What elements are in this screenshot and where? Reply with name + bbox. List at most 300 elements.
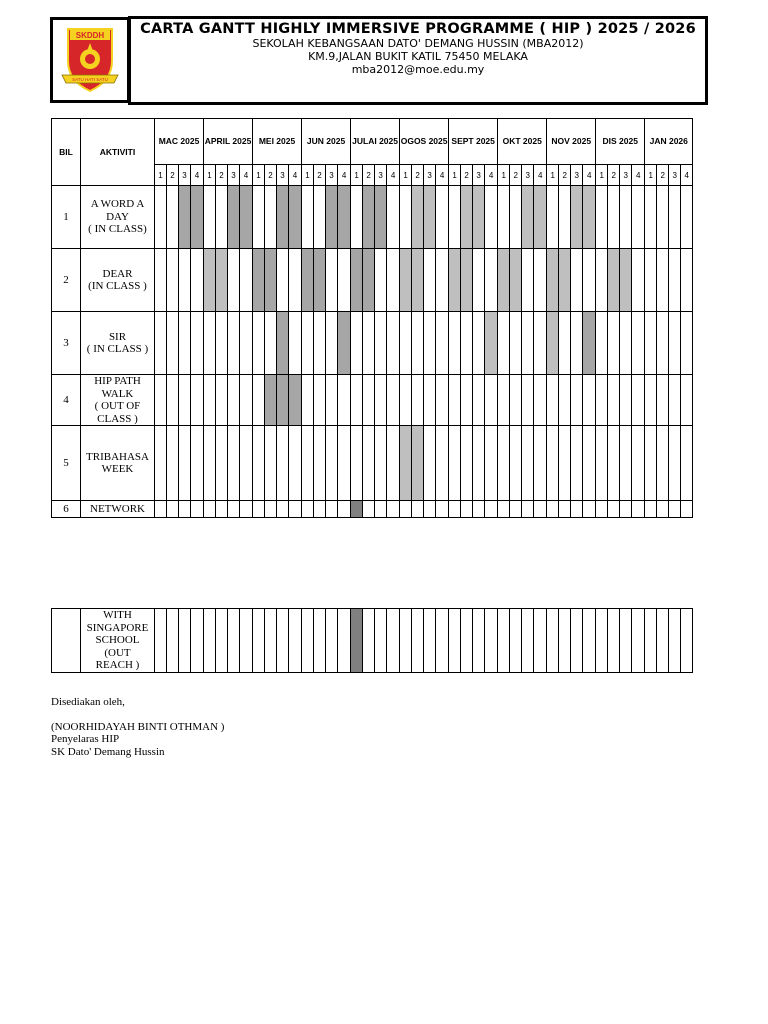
gantt-cell [412, 501, 424, 518]
gantt-cell [583, 375, 596, 426]
gantt-cell-active [277, 186, 289, 249]
gantt-cell [681, 186, 693, 249]
gantt-cell [596, 312, 608, 375]
gantt-cell [436, 501, 449, 518]
gantt-cell [669, 312, 681, 375]
month-header-row [52, 119, 693, 165]
gantt-cell [338, 501, 351, 518]
gantt-cell [534, 249, 547, 312]
gantt-cell [326, 312, 338, 375]
gantt-cell [253, 186, 265, 249]
gantt-cell [179, 501, 191, 518]
week-number: 2 [510, 165, 522, 186]
gantt-cell [302, 312, 314, 375]
week-number: 3 [571, 165, 583, 186]
gantt-cell [559, 609, 571, 673]
coordinator-name: (NOORHIDAYAH BINTI OTHMAN ) [51, 720, 225, 733]
gantt-cell [534, 426, 547, 501]
gantt-cell [436, 426, 449, 501]
gantt-cell-active [289, 375, 302, 426]
gantt-cell [277, 609, 289, 673]
gantt-cell [547, 609, 559, 673]
month-header: JULAI 2025 [351, 119, 400, 165]
gantt-cell [681, 426, 693, 501]
gantt-cell [657, 186, 669, 249]
activity-name: NETWORK [81, 501, 155, 518]
gantt-cell [387, 426, 400, 501]
gantt-cell [387, 249, 400, 312]
gantt-cell [632, 501, 645, 518]
gantt-cell [645, 609, 657, 673]
gantt-cell [375, 249, 387, 312]
gantt-cell-active [289, 186, 302, 249]
gantt-cell-active [547, 249, 559, 312]
gantt-cell [461, 375, 473, 426]
gantt-cell [375, 312, 387, 375]
gantt-cell [571, 609, 583, 673]
week-number: 4 [191, 165, 204, 186]
gantt-cell [216, 186, 228, 249]
gantt-cell [485, 249, 498, 312]
gantt-cell [204, 609, 216, 673]
gantt-cell [412, 375, 424, 426]
gantt-cell [155, 501, 167, 518]
gantt-cell [191, 501, 204, 518]
gantt-cell [265, 609, 277, 673]
activity-name: TRIBAHASA WEEK [81, 426, 155, 501]
gantt-cell [608, 312, 620, 375]
gantt-cell [167, 375, 179, 426]
gantt-cell-active [559, 249, 571, 312]
gantt-cell [436, 186, 449, 249]
gantt-cell-active [277, 375, 289, 426]
week-number: 2 [363, 165, 375, 186]
gantt-cell [338, 609, 351, 673]
gantt-cell [167, 249, 179, 312]
gantt-cell [681, 609, 693, 673]
school-email: mba2012@moe.edu.my [351, 63, 485, 76]
gantt-cell [559, 426, 571, 501]
gantt-cell [351, 186, 363, 249]
gantt-cell-active [277, 312, 289, 375]
gantt-cell [277, 249, 289, 312]
gantt-cell [498, 312, 510, 375]
gantt-cell [265, 186, 277, 249]
gantt-cell [583, 609, 596, 673]
row-number: 4 [52, 375, 81, 426]
gantt-cell-active [547, 312, 559, 375]
gantt-cell [363, 426, 375, 501]
gantt-cell [583, 426, 596, 501]
gantt-cell [289, 609, 302, 673]
gantt-cell [485, 186, 498, 249]
gantt-cell [216, 609, 228, 673]
gantt-cell [485, 501, 498, 518]
gantt-cell [351, 375, 363, 426]
gantt-cell [632, 249, 645, 312]
gantt-cell [620, 186, 632, 249]
gantt-cell [253, 426, 265, 501]
gantt-cell [571, 249, 583, 312]
gantt-cell [375, 375, 387, 426]
gantt-cell-active [204, 249, 216, 312]
gantt-cell [424, 312, 436, 375]
gantt-cell-active [375, 186, 387, 249]
school-address: KM.9,JALAN BUKIT KATIL 75450 MELAKA [308, 50, 528, 63]
gantt-cell [645, 249, 657, 312]
gantt-cell [228, 426, 240, 501]
activity-header: AKTIVITI [81, 119, 155, 186]
gantt-cell [657, 501, 669, 518]
gantt-cell [167, 501, 179, 518]
gantt-cell [583, 249, 596, 312]
gantt-cell [228, 375, 240, 426]
gantt-cell-active [583, 312, 596, 375]
gantt-cell [351, 312, 363, 375]
week-number: 3 [277, 165, 289, 186]
week-number: 1 [498, 165, 510, 186]
gantt-cell [510, 501, 522, 518]
gantt-cell [620, 501, 632, 518]
gantt-cell [596, 186, 608, 249]
row-number [52, 609, 81, 673]
gantt-cell [314, 312, 326, 375]
gantt-cell [461, 426, 473, 501]
gantt-cell [547, 501, 559, 518]
gantt-cell [596, 249, 608, 312]
gantt-cell [289, 249, 302, 312]
gantt-cell [620, 375, 632, 426]
gantt-cell-active [400, 249, 412, 312]
week-number: 3 [375, 165, 387, 186]
table-row [52, 501, 693, 518]
gantt-cell-active [351, 609, 363, 673]
gantt-cell [608, 609, 620, 673]
gantt-cell [596, 609, 608, 673]
gantt-cell [387, 312, 400, 375]
gantt-cell [645, 312, 657, 375]
gantt-cell [473, 249, 485, 312]
logo-text: SKDDH [75, 31, 105, 40]
gantt-cell [155, 375, 167, 426]
gantt-cell [485, 609, 498, 673]
gantt-cell [191, 609, 204, 673]
week-number: 3 [669, 165, 681, 186]
row-number: 3 [52, 312, 81, 375]
table-row [52, 426, 693, 501]
gantt-cell-active [412, 186, 424, 249]
gantt-table [51, 118, 693, 518]
week-number: 3 [522, 165, 534, 186]
week-number: 3 [179, 165, 191, 186]
activity-name: SIR ( IN CLASS ) [81, 312, 155, 375]
gantt-cell [461, 312, 473, 375]
gantt-cell [302, 426, 314, 501]
gantt-cell [424, 249, 436, 312]
table-row [52, 609, 693, 673]
gantt-cell [559, 501, 571, 518]
gantt-cell-active [191, 186, 204, 249]
week-number: 3 [326, 165, 338, 186]
gantt-cell [436, 375, 449, 426]
coordinator-role: Penyelaras HIP [51, 733, 120, 745]
table-row [52, 186, 693, 249]
gantt-cell-active [485, 312, 498, 375]
gantt-cell [632, 426, 645, 501]
week-number: 3 [228, 165, 240, 186]
gantt-cell [510, 186, 522, 249]
week-number: 4 [534, 165, 547, 186]
gantt-cell [669, 501, 681, 518]
gantt-cell [669, 249, 681, 312]
gantt-cell [424, 501, 436, 518]
gantt-cell [498, 501, 510, 518]
gantt-cell [228, 609, 240, 673]
gantt-cell [449, 501, 461, 518]
month-header: MEI 2025 [253, 119, 302, 165]
gantt-cell [314, 501, 326, 518]
gantt-cell-active [302, 249, 314, 312]
gantt-cell [400, 609, 412, 673]
gantt-cell-active [412, 426, 424, 501]
gantt-cell [387, 375, 400, 426]
gantt-cell-active [363, 249, 375, 312]
week-number: 2 [412, 165, 424, 186]
gantt-cell [473, 501, 485, 518]
week-number: 1 [204, 165, 216, 186]
gantt-cell-active [314, 249, 326, 312]
gantt-cell [167, 426, 179, 501]
month-header: OKT 2025 [498, 119, 547, 165]
table-row [52, 249, 693, 312]
gantt-cell [510, 609, 522, 673]
gantt-cell [204, 501, 216, 518]
bil-header: BIL [52, 119, 81, 186]
week-number: 1 [400, 165, 412, 186]
gantt-cell [583, 501, 596, 518]
gantt-cell [571, 426, 583, 501]
gantt-cell [473, 609, 485, 673]
gantt-cell [608, 375, 620, 426]
week-number: 1 [596, 165, 608, 186]
gantt-cell-active [424, 186, 436, 249]
gantt-cell [326, 249, 338, 312]
gantt-cell [498, 375, 510, 426]
activity-name: HIP PATH WALK ( OUT OF CLASS ) [81, 375, 155, 426]
gantt-cell [228, 312, 240, 375]
gantt-cell [179, 426, 191, 501]
week-number: 2 [265, 165, 277, 186]
week-number: 2 [559, 165, 571, 186]
page-title: CARTA GANTT HIGHLY IMMERSIVE PROGRAMME ( HIP ) 2025 / 2026 [140, 21, 696, 37]
gantt-cell [498, 426, 510, 501]
gantt-cell [645, 426, 657, 501]
gantt-cell [632, 186, 645, 249]
gantt-cell-active [608, 249, 620, 312]
month-header: DIS 2025 [596, 119, 645, 165]
gantt-cell [338, 426, 351, 501]
week-number: 2 [167, 165, 179, 186]
gantt-cell [669, 426, 681, 501]
gantt-cell [534, 609, 547, 673]
gantt-cell [302, 609, 314, 673]
gantt-cell [179, 312, 191, 375]
gantt-cell [449, 312, 461, 375]
week-number: 4 [436, 165, 449, 186]
gantt-cell [155, 186, 167, 249]
gantt-cell-active [461, 186, 473, 249]
gantt-cell-active [412, 249, 424, 312]
gantt-cell [289, 426, 302, 501]
week-number: 4 [338, 165, 351, 186]
table-row [52, 375, 693, 426]
gantt-cell [216, 501, 228, 518]
gantt-cell [302, 375, 314, 426]
gantt-cell-active [473, 186, 485, 249]
gantt-cell [363, 609, 375, 673]
gantt-cell-active [400, 426, 412, 501]
gantt-cell [620, 312, 632, 375]
gantt-cell [253, 609, 265, 673]
week-number: 2 [608, 165, 620, 186]
gantt-cell-active [265, 249, 277, 312]
gantt-cell [253, 501, 265, 518]
gantt-cell [155, 249, 167, 312]
logo-motto: SATU HATI SATU [72, 77, 108, 82]
gantt-cell [559, 375, 571, 426]
gantt-continuation-table [51, 608, 693, 673]
gantt-cell [571, 375, 583, 426]
gantt-cell [473, 312, 485, 375]
week-number: 3 [424, 165, 436, 186]
school-crest-icon [56, 23, 124, 97]
gantt-cell [253, 375, 265, 426]
gantt-cell [277, 501, 289, 518]
gantt-cell [191, 312, 204, 375]
school-name: SEKOLAH KEBANGSAAN DATO' DEMANG HUSSIN (MBA2012) [252, 37, 584, 50]
row-number: 5 [52, 426, 81, 501]
week-number: 4 [387, 165, 400, 186]
gantt-cell-active [351, 501, 363, 518]
signature-block [51, 696, 224, 758]
gantt-cell [204, 375, 216, 426]
week-number: 2 [314, 165, 326, 186]
gantt-cell [596, 501, 608, 518]
gantt-cell [363, 312, 375, 375]
gantt-cell [338, 375, 351, 426]
gantt-cell [645, 186, 657, 249]
gantt-cell [522, 249, 534, 312]
gantt-cell [449, 609, 461, 673]
gantt-cell [534, 312, 547, 375]
gantt-cell [485, 426, 498, 501]
week-number: 1 [645, 165, 657, 186]
gantt-cell-active [338, 312, 351, 375]
gantt-cell [620, 426, 632, 501]
gantt-cell [228, 501, 240, 518]
gantt-cell [571, 501, 583, 518]
gantt-cell [522, 426, 534, 501]
gantt-cell [265, 312, 277, 375]
gantt-cell [608, 186, 620, 249]
gantt-cell [669, 375, 681, 426]
gantt-cell [485, 375, 498, 426]
gantt-cell [387, 501, 400, 518]
gantt-cell [326, 426, 338, 501]
gantt-cell [167, 609, 179, 673]
gantt-cell-active [228, 186, 240, 249]
month-header: NOV 2025 [547, 119, 596, 165]
gantt-cell [571, 312, 583, 375]
week-number: 4 [485, 165, 498, 186]
gantt-cell [424, 609, 436, 673]
gantt-cell [596, 426, 608, 501]
gantt-cell [240, 249, 253, 312]
week-number: 1 [547, 165, 559, 186]
gantt-cell [449, 426, 461, 501]
gantt-cell [669, 609, 681, 673]
gantt-cell [424, 375, 436, 426]
school-logo-frame [50, 17, 130, 103]
gantt-cell [277, 426, 289, 501]
month-header: JAN 2026 [645, 119, 693, 165]
gantt-cell [204, 312, 216, 375]
gantt-cell [191, 426, 204, 501]
gantt-cell [498, 186, 510, 249]
gantt-cell [522, 501, 534, 518]
gantt-cell [510, 375, 522, 426]
gantt-cell [412, 609, 424, 673]
gantt-cell [547, 186, 559, 249]
gantt-cell [449, 186, 461, 249]
gantt-cell [326, 609, 338, 673]
gantt-cell [191, 249, 204, 312]
gantt-cell [204, 426, 216, 501]
gantt-cell [559, 186, 571, 249]
gantt-cell [620, 609, 632, 673]
month-header: SEPT 2025 [449, 119, 498, 165]
gantt-cell [387, 186, 400, 249]
prepared-by-label: Disediakan oleh, [51, 696, 125, 708]
gantt-cell [155, 312, 167, 375]
week-number: 2 [461, 165, 473, 186]
gantt-cell [510, 312, 522, 375]
gantt-cell [375, 609, 387, 673]
gantt-cell [387, 609, 400, 673]
gantt-cell [657, 312, 669, 375]
gantt-cell [681, 375, 693, 426]
gantt-cell [400, 186, 412, 249]
gantt-cell-active [510, 249, 522, 312]
gantt-cell [534, 375, 547, 426]
gantt-cell [681, 501, 693, 518]
gantt-cell [608, 426, 620, 501]
gantt-cell [155, 609, 167, 673]
gantt-cell [265, 426, 277, 501]
gantt-cell [424, 426, 436, 501]
gantt-cell [326, 375, 338, 426]
gantt-cell [155, 426, 167, 501]
gantt-cell [657, 426, 669, 501]
gantt-cell [375, 426, 387, 501]
gantt-cell [436, 312, 449, 375]
gantt-cell [179, 249, 191, 312]
gantt-cell [167, 312, 179, 375]
gantt-cell [657, 609, 669, 673]
gantt-cell-active [326, 186, 338, 249]
gantt-cell [240, 609, 253, 673]
week-number: 4 [583, 165, 596, 186]
